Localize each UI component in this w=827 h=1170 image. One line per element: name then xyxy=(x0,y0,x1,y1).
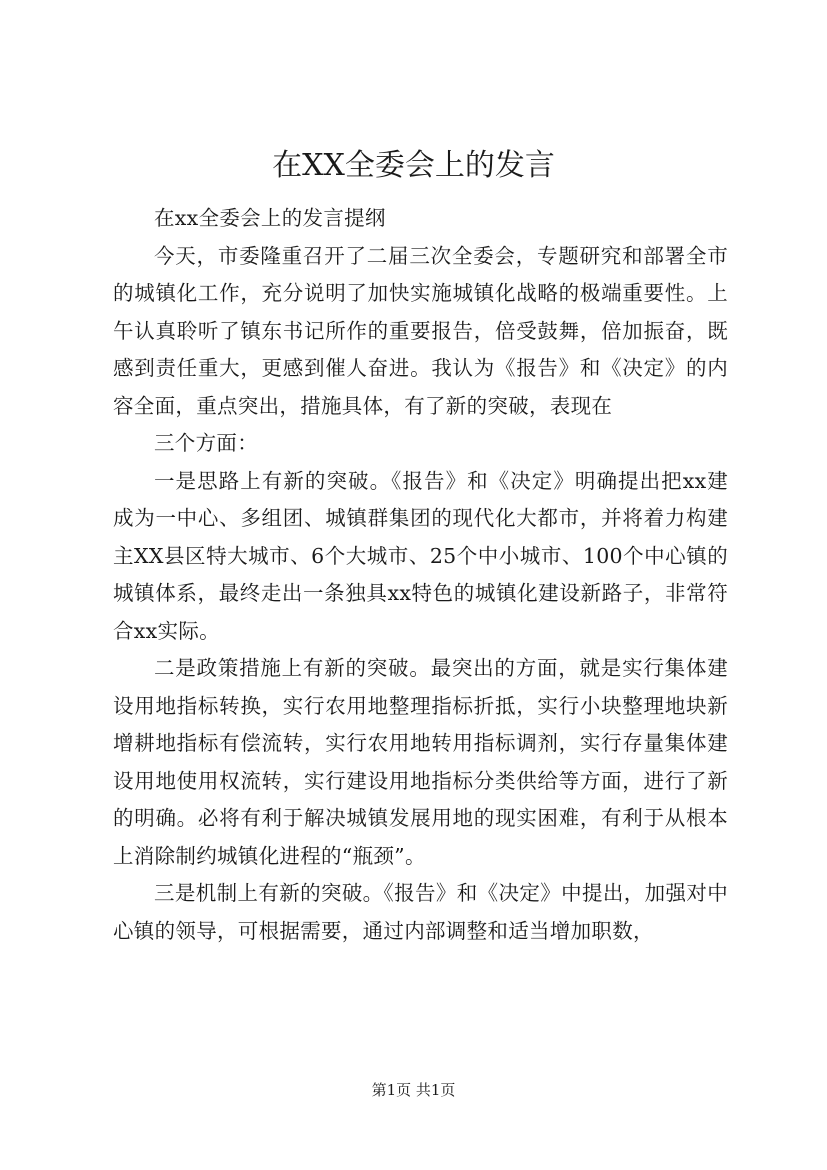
paragraph-intro: 今天，市委隆重召开了二届三次全委会，专题研究和部署全市的城镇化工作，充分说明了加快实施城镇化战略的极端重要性。上午认真聆听了镇东书记所作的重要报告，倍受鼓舞，倍加振奋，既感到责任重大，更感到催人奋进。我认为《报告》和《决定》的内容全面，重点突出，措施具体，有了新的突破，表现在 xyxy=(113,243,728,418)
document-title: 在XX全委会上的发言 xyxy=(272,148,555,183)
paragraph-point-three: 三是机制上有新的突破。《报告》和《决定》中提出，加强对中心镇的领导，可根据需要，通过内部调整和适当增加职数， xyxy=(113,881,728,943)
page-footer: 第1页 共1页 xyxy=(371,1081,456,1099)
paragraph-point-one: 一是思路上有新的突破。《报告》和《决定》明确提出把xx建成为一中心、多组团、城镇群集团的现代化大都市，并将着力构建主XX县区特大城市、6个大城市、25个中小城市、100个中心镇的城镇体系，最终走出一条独具xx特色的城镇化建设新路子，非常符合xx实际。 xyxy=(113,468,728,643)
paragraph-three-aspects: 三个方面： xyxy=(154,431,258,455)
document-body xyxy=(113,200,728,950)
paragraph-point-two: 二是政策措施上有新的突破。最突出的方面，就是实行集体建设用地指标转换，实行农用地整理指标折抵，实行小块整理地块新增耕地指标有偿流转，实行农用地转用指标调剂，实行存量集体建设用地使用权流转，实行建设用地指标分类供给等方面，进行了新的明确。必将有利于解决城镇发展用地的现实困难，有利于从根本上消除制约城镇化进程的“瓶颈”。 xyxy=(113,656,728,868)
paragraph-outline-heading: 在xx全委会上的发言提纲 xyxy=(154,206,386,230)
